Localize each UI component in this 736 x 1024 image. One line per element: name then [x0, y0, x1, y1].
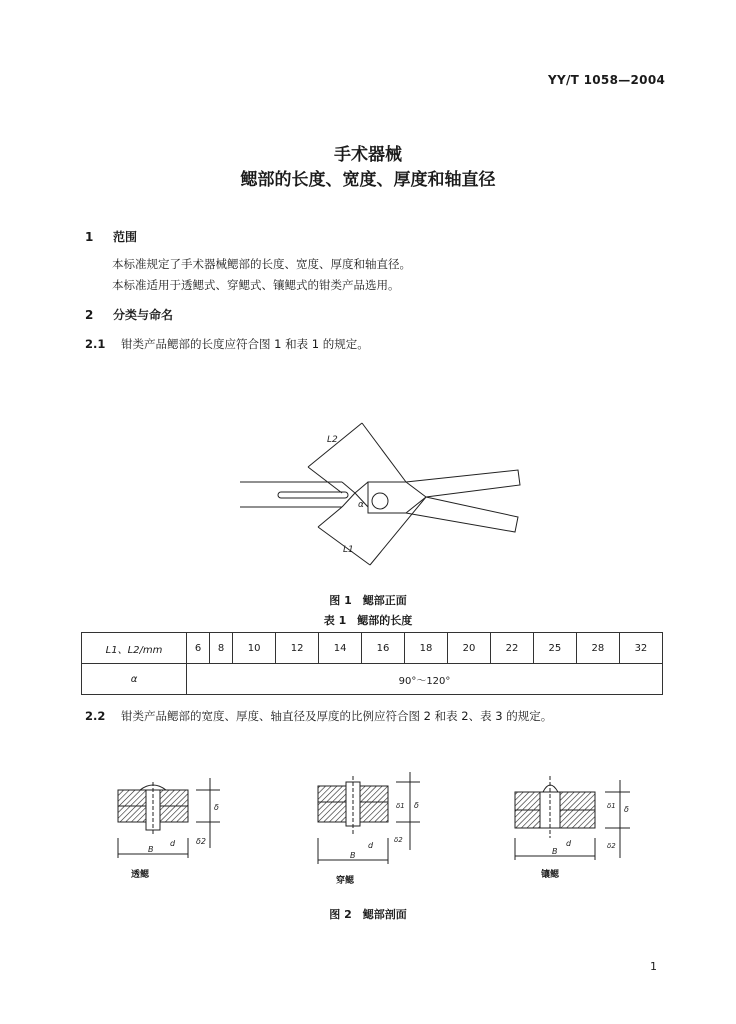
jaw-slot [278, 492, 348, 498]
dim-label-delta1: δ1 [607, 802, 616, 810]
dim-label-delta: δ [414, 801, 419, 810]
table-cell: 18 [405, 633, 448, 664]
dim-label-delta: δ [214, 803, 219, 812]
section-title: 范围 [113, 230, 138, 244]
clause-2-1 [85, 336, 369, 352]
table-cell: 32 [619, 633, 662, 664]
clause-number: 2.1 [85, 337, 106, 351]
dim-label-delta2: δ2 [607, 842, 616, 850]
table-row-header: L1、L2/mm [82, 633, 187, 664]
dim-label-d: d [368, 841, 374, 850]
clause-number: 2.2 [85, 709, 106, 723]
table-cell: 20 [448, 633, 491, 664]
table-cell: 90°～120° [187, 664, 663, 695]
clause-text: 钳类产品鳃部的宽度、厚度、轴直径及厚度的比例应符合图 2 和表 2、表 3 的规定。 [121, 709, 553, 723]
dim-label-b: B [350, 851, 356, 860]
table-cell: 16 [362, 633, 405, 664]
table-cell: 25 [533, 633, 576, 664]
figure-1-jaw-front-view [230, 415, 530, 575]
dim-label-d: d [566, 839, 572, 848]
table-cell: 10 [233, 633, 276, 664]
dim-label-d: d [170, 839, 176, 848]
dim-label-delta1: δ1 [396, 802, 405, 810]
section-1-heading [85, 228, 137, 245]
table-cell: 12 [276, 633, 319, 664]
document-subtitle: 鳃部的长度、宽度、厚度和轴直径 [240, 170, 496, 190]
upper-blade [406, 470, 520, 497]
section-through-jaw [118, 778, 220, 858]
table-row [82, 633, 663, 664]
table-1-caption: 表 1 鳃部的长度 [323, 614, 413, 627]
standard-code: YY/T 1058—2004 [548, 73, 666, 87]
table-cell: 22 [490, 633, 533, 664]
figure-1-caption: 图 1 鳃部正面 [329, 594, 407, 607]
dim-label-delta2: δ2 [394, 836, 403, 844]
handle-outline [240, 482, 342, 507]
table-cell: 8 [210, 633, 233, 664]
section-1-paragraph-2: 本标准适用于透鳃式、穿鳃式、镶鳃式的钳类产品选用。 [112, 278, 400, 292]
section-label-pass: 穿鳃 [336, 876, 355, 886]
lower-blade [406, 497, 518, 532]
table-row [82, 664, 663, 695]
clause-2-2 [85, 708, 552, 724]
table-cell: 6 [187, 633, 210, 664]
section-label-inlay: 镶鳃 [541, 870, 560, 880]
figure-2-jaw-sections [100, 768, 640, 878]
table-cell: 14 [319, 633, 362, 664]
l2-label: L2 [327, 435, 338, 445]
figure-2-caption: 图 2 鳃部剖面 [329, 908, 407, 921]
section-2-heading [85, 306, 173, 323]
page-number: 1 [650, 960, 657, 973]
table-cell: 28 [576, 633, 619, 664]
table-1-jaw-length [81, 632, 663, 695]
dim-label-delta2: δ2 [196, 837, 206, 846]
document-title: 手术器械 [334, 145, 402, 165]
section-label-through: 透鳃 [131, 870, 150, 880]
section-pass-jaw [318, 772, 420, 864]
pivot-hole [372, 493, 388, 509]
l1-label: L1 [343, 545, 354, 555]
dim-label-b: B [148, 845, 154, 854]
table-row-header: α [82, 664, 187, 695]
dim-label-b: B [552, 847, 558, 856]
dim-label-delta: δ [624, 805, 629, 814]
jaw-tip-left [342, 482, 355, 507]
alpha-label: α [358, 500, 364, 510]
section-1-paragraph-1: 本标准规定了手术器械鳃部的长度、宽度、厚度和轴直径。 [112, 257, 411, 271]
section-title: 分类与命名 [113, 308, 174, 322]
section-number: 1 [85, 230, 94, 244]
section-number: 2 [85, 308, 94, 322]
clause-text: 钳类产品鳃部的长度应符合图 1 和表 1 的规定。 [121, 337, 369, 351]
